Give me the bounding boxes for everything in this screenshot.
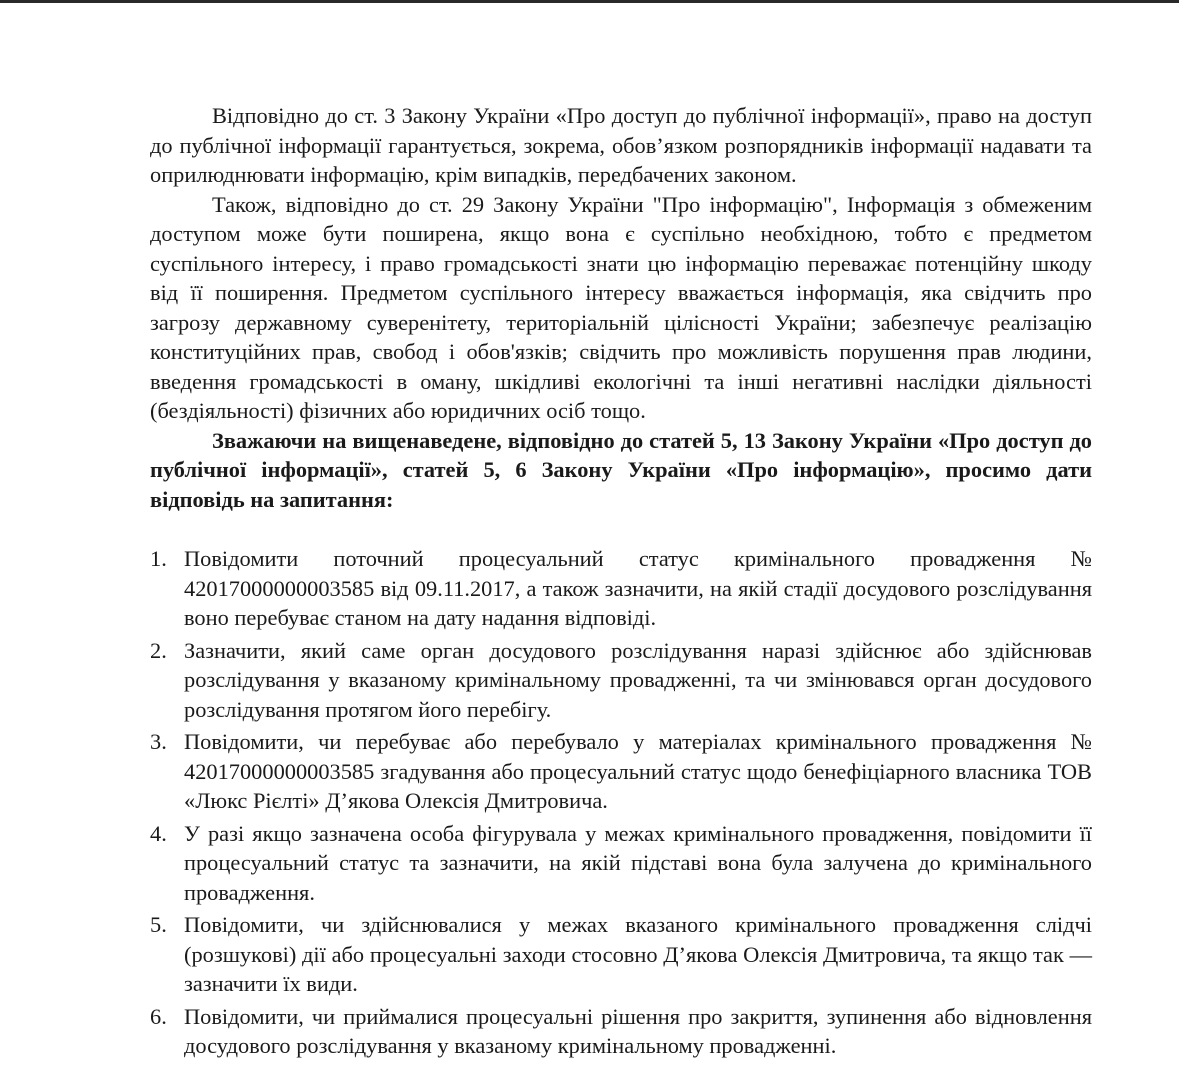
questions-list xyxy=(150,544,1092,1061)
question-item xyxy=(150,910,1092,999)
question-item xyxy=(150,1002,1092,1061)
question-item xyxy=(150,636,1092,725)
question-number: 6. xyxy=(150,1003,167,1029)
question-number: 4. xyxy=(150,820,167,846)
request-heading: Зважаючи на вищенаведене, відповідно до статей 5, 13 Закону України «Про доступ до публічної інформації», статей 5, 6 Закону України «Про інформацію», просимо дати відповідь на запитання: xyxy=(150,427,1092,512)
page-top-edge xyxy=(0,0,1179,3)
question-text: Повідомити, чи здійснювалися у межах вказаного кримінального провадження слідчі (розшукові) дії або процесуальні заходи стосовно Д’якова Олексія Дмитровича, та якщо так — зазначити їх види. xyxy=(184,912,1092,996)
question-text: У разі якщо зазначена особа фігурувала у межах кримінального провадження, повідомити її процесуальний статус та зазначити, на якій підставі вона була залучена до кримінального провадження. xyxy=(184,820,1092,905)
question-number: 1. xyxy=(150,546,167,571)
question-text: Повідомити, чи приймалися процесуальні рішення про закриття, зупинення або відновлення досудового розслідування у вказаному кримінальному провадженні. xyxy=(184,1003,1092,1058)
document-body xyxy=(150,101,1092,1064)
section-gap xyxy=(150,514,1092,544)
question-number: 3. xyxy=(150,729,167,754)
question-item xyxy=(150,819,1092,908)
question-text: Повідомити поточний процесуальний статус кримінального провадження № 42017000000003585 від 09.11.2017, а також зазначити, на якій стадії досудового розслідування воно перебуває станом на дату надання відповіді. xyxy=(184,546,1092,630)
question-text: Зазначити, який саме орган досудового розслідування наразі здійснює або здійснював розслідування у вказаному кримінальному провадженні, та чи змінювався орган досудового розслідування протягом його перебігу. xyxy=(184,637,1092,722)
question-item xyxy=(150,727,1092,816)
paragraph-public-access: Відповідно до ст. 3 Закону України «Про доступ до публічної інформації», право на доступ до публічної інформації гарантується, зокрема, обов’язком розпорядників інформації надавати та оприлюднювати інформацію, крім випадків, передбачених законом. xyxy=(150,103,1092,187)
question-text: Повідомити, чи перебуває або перебувало у матеріалах кримінального провадження № 42017000000003585 згадування або процесуальний статус щодо бенефіціарного власника ТОВ «Люкс Рієлті» Д’якова Олексія Дмитровича. xyxy=(184,729,1092,813)
paragraph-public-interest: Також, відповідно до ст. 29 Закону України "Про інформацію", Інформація з обмеженим доступом може бути поширена, якщо вона є суспільно необхідною, тобто є предметом суспільного інтересу, і право громадськості знати цю інформацію переважає потенційну шкоду від її поширення. Предметом суспільного інтересу вважається інформація, яка свідчить про загрозу державному суверенітету, територіальній цілісності України; забезпечує реалізацію конституційних прав, свобод і обов'язків; свідчить про можливість порушення прав людини, введення громадськості в оману, шкідливі екологічні та інші негативні наслідки діяльності (бездіяльності) фізичних або юридичних осіб тощо. xyxy=(150,191,1092,423)
question-number: 2. xyxy=(150,637,167,663)
question-item xyxy=(150,544,1092,633)
question-number: 5. xyxy=(150,912,167,937)
